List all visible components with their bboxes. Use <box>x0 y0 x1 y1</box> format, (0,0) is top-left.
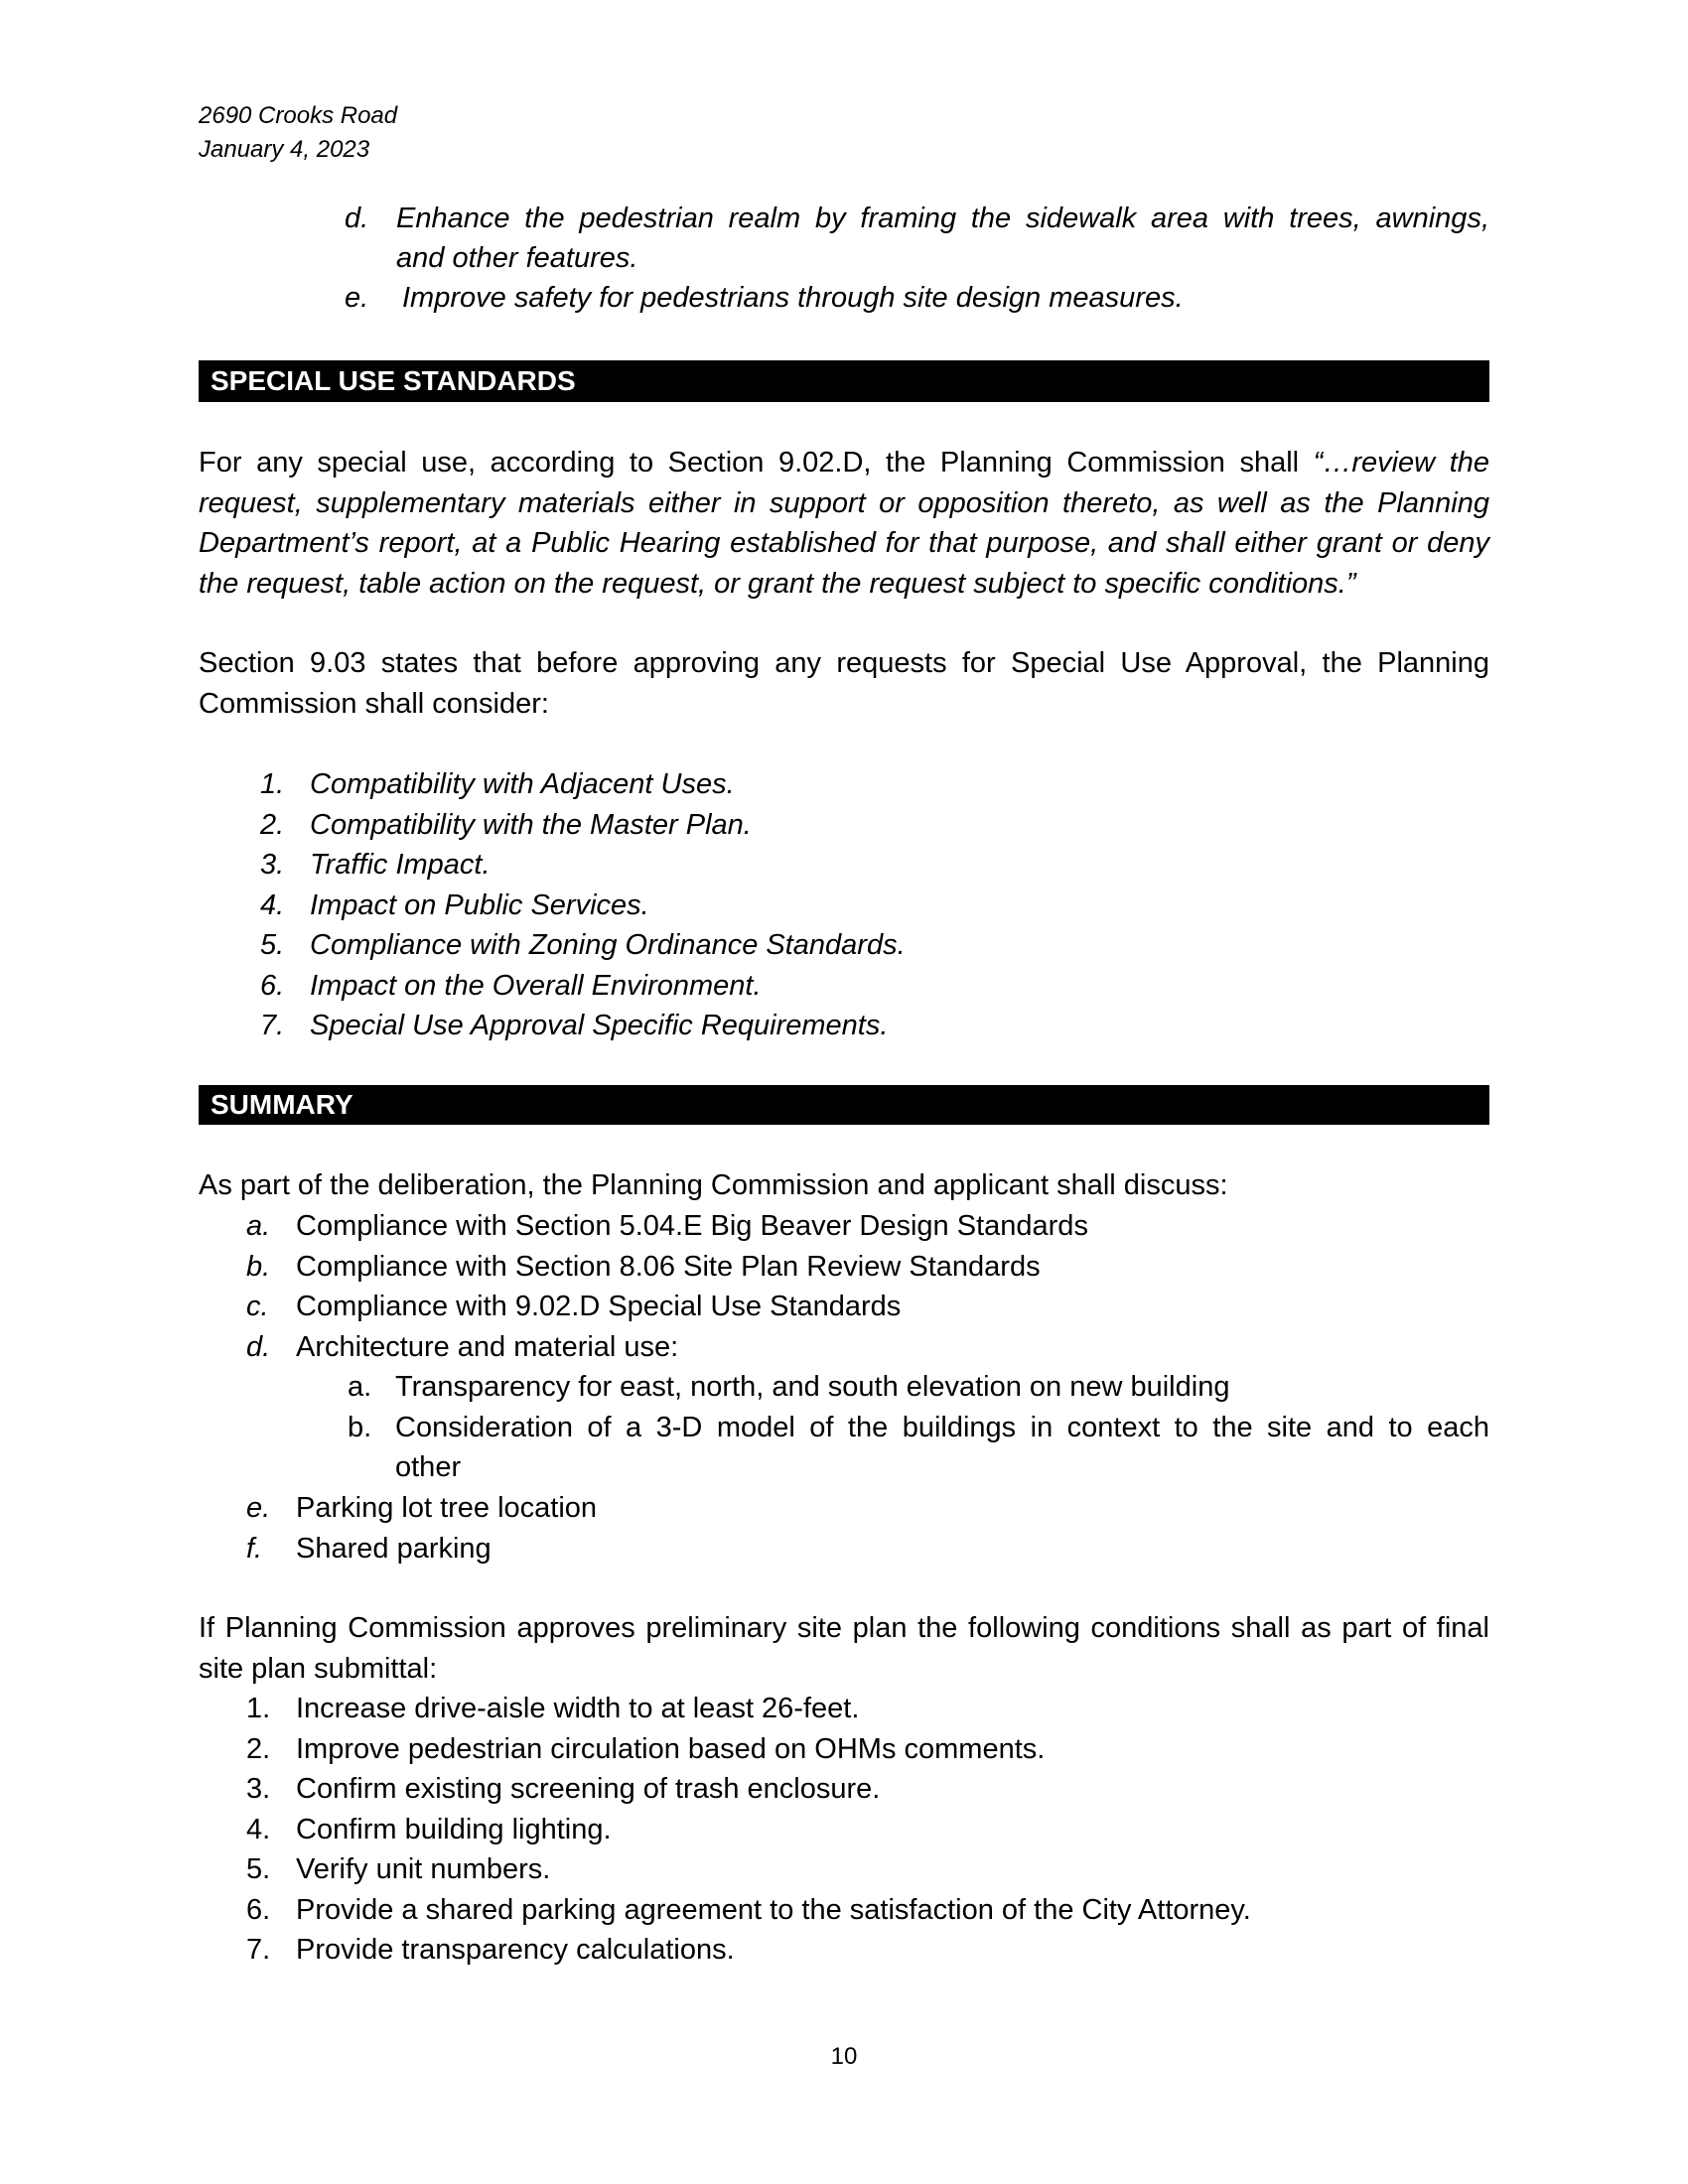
page-header <box>199 99 397 167</box>
summary-intro: As part of the deliberation, the Planning Commission and applicant shall discuss: <box>199 1169 1228 1201</box>
list-item: a. Transparency for east, north, and south elevation on new building <box>348 1371 1230 1403</box>
list-item: 5. Compliance with Zoning Ordinance Standards. <box>260 929 906 961</box>
list-item: b. Compliance with Section 8.06 Site Plan Review Standards <box>246 1250 1041 1283</box>
list-item: 2. Compatibility with the Master Plan. <box>260 808 752 841</box>
list-item: d. Architecture and material use: <box>246 1330 679 1363</box>
section-heading-special-use: SPECIAL USE STANDARDS <box>199 360 1489 402</box>
list-item: 1. Compatibility with Adjacent Uses. <box>260 768 735 800</box>
list-text-line: and other features. <box>396 242 638 274</box>
summary-list-continued <box>246 1488 597 1569</box>
list-text-line: other <box>395 1451 462 1483</box>
list-marker: d. <box>345 203 369 234</box>
list-item: 7. Special Use Approval Specific Requirements. <box>260 1010 889 1041</box>
paragraph-quote: “…review the request, supplementary materials either in support or opposition thereto, as well as the Planning Department’s report, at a Public Hearing established for that purpose, and shall either grant or deny the request, table action on the request, or grant the request subject to specific conditions.” <box>199 447 1490 600</box>
list-item: 1. Increase drive-aisle width to at least 26-feet. <box>246 1693 860 1724</box>
list-item: f. Shared parking <box>246 1532 492 1565</box>
conditions-intro: If Planning Commission approves preliminary site plan the following conditions shall as part of final site plan submittal: <box>199 1612 1489 1685</box>
list-item: 5. Verify unit numbers. <box>246 1853 551 1885</box>
list-item: 4. Impact on Public Services. <box>260 888 649 921</box>
summary-list <box>246 1206 1088 1367</box>
page-number: 10 <box>830 2043 858 2070</box>
list-item <box>345 199 1489 278</box>
conditions-list <box>246 1689 1251 1971</box>
list-item: 6. Provide a shared parking agreement to the satisfaction of the City Attorney. <box>246 1893 1251 1926</box>
special-use-paragraph <box>199 443 1489 604</box>
list-item: 4. Confirm building lighting. <box>246 1813 612 1845</box>
list-marker: e. <box>345 282 369 314</box>
list-item: 2. Improve pedestrian circulation based on OHMs comments. <box>246 1732 1046 1765</box>
summary-sub-list <box>348 1367 1489 1488</box>
top-list <box>345 199 1489 318</box>
paragraph-lead: For any special use, according to Section 9.02.D, the Planning Commission shall <box>199 447 1300 478</box>
list-item <box>345 278 1489 318</box>
considerations-list <box>260 764 906 1046</box>
list-item: a. Compliance with Section 5.04.E Big Beaver Design Standards <box>246 1210 1088 1242</box>
header-date: January 4, 2023 <box>199 136 370 163</box>
list-text-line: Consideration of a 3-D model of the buildings in context to the site and to each <box>395 1411 1489 1443</box>
list-text-line: Enhance the pedestrian realm by framing the sidewalk area with trees, awnings, <box>396 203 1489 234</box>
list-item: 7. Provide transparency calculations. <box>246 1934 735 1966</box>
list-item: b. Consideration of a 3-D model of the buildings in context to the site and to each other <box>348 1408 1489 1488</box>
list-item: 3. Confirm existing screening of trash enclosure. <box>246 1773 881 1805</box>
list-item: 6. Impact on the Overall Environment. <box>260 969 762 1002</box>
section-heading-summary: SUMMARY <box>199 1085 1489 1125</box>
list-item: 3. Traffic Impact. <box>260 849 491 881</box>
list-text-line: Improve safety for pedestrians through site design measures. <box>402 282 1184 314</box>
special-use-consider-paragraph: Section 9.03 states that before approving any requests for Special Use Approval, the Planning Commission shall consider: <box>199 647 1489 720</box>
list-item: c. Compliance with 9.02.D Special Use Standards <box>246 1291 902 1322</box>
list-item: e. Parking lot tree location <box>246 1492 598 1524</box>
header-address: 2690 Crooks Road <box>199 102 398 129</box>
